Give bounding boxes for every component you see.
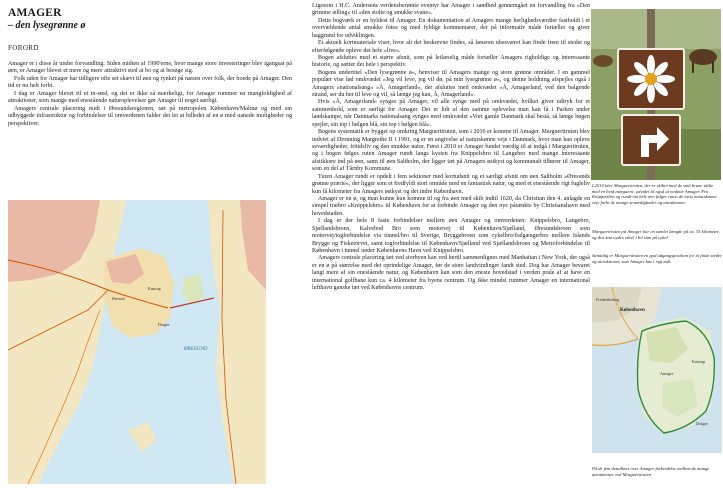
page-title: AMAGER [8,7,62,19]
section-heading: FORORD [8,44,39,52]
caption-route-attractions: Samtidig er Margueritruten en god udgangsposition for at finde steder og attraktioner, som Amager har i rigt mål. [592,253,722,264]
body-paragraph-5: Bogens undertitel »Den lysegrønne ø«, henviser til Amagers mange og store grønne områder. I en gammel populær vise lød omkvædet »Jeg vil leve, jeg vil dø, på min lysegrønne ø«, og denne holdning afspejles også i Amagers »nationalsang« »Å, Amagerland«, der afsluttes med omkvædet »Å, Amagerland, ved den balgende strand, ser du her til leve og vil, så længe jeg kan, Å, Amagerland«. [312,69,590,99]
body-paragraph-7: Bogens systematik er bygget op omkring Margueritruten, som i 2010 er komme til Amager. Margueritruten blev indviet af Dronning Margrethe II i 1991, og er en angivelse af naturskønne veje i Danmark, hvor man kan opleve seværdigheder, fritidsliv og den smukke natur. Først i 2010 er Amager fundet værdig til at indgå i Margueritruten, og i bogen følges ruten Amager rundt langs kysten fra Knippelsbro til Langebro med mange interessante afstikkere ind på øen, samt til øen Saltholm, der ligger tæt på Amagers østkyst og kommunalt tilhører til Amager, som en del af Tårnby Kommune. [312,129,590,173]
body-paragraph-4: Bogen afsluttes med et større afsnit, som på letlæselig måde fortæller Amagers righoldige og interessante historie, og sætter det hele i perspektiv. [312,54,590,69]
marguerite-sign-photo [591,9,721,180]
body-paragraph-6: Hvis »Å, Amagerland« synges på Amager, vil alle synge med på omkvædet, hvilket giver udtryk for et sammenhold, som er særligt for Amager. Det er lidt af den samme oplevelse man kan få i Parken under landskampe, når Danmarks nationalsang synges med omkvædet »Vort gamle Danmark skal bestå, så længe bøgen spejler, sin top i bølgen blå, sin top i bølgen blå«. [312,99,590,128]
page-subtitle: – den lysegrønne ø [8,20,86,31]
route-detail-map [592,287,722,453]
route-map-label-frederiksberg: Frederiksberg [596,297,620,302]
map-label-orestad: Ørestad [112,296,125,301]
route-map-label-kobenhavn: København [620,308,645,313]
right-text-column [312,3,590,292]
right-page [304,0,723,488]
amager-overview-map [8,200,266,484]
route-map-label-amager: Amager [660,371,674,376]
map-label-oresund: ØRESUND [184,347,208,352]
caption-route-map: På de fem detailkort over Amager forbindelse mellem de mange attraktioner ved Margueritruten. [592,466,710,477]
caption-sign: I 2010 blev Margueritruten, der er skiltet med de små brune skilte med en hvid marguerit, udvidet til også at omfatte Amager. Fra Knippelsbro og rundt om hele øen følger ruten de mest naturskønne veje forbi de mange seværdigheder og attraktioner. [592,183,717,205]
body-paragraph-1: Ligesom i H.C. Andersens verdensberømte eventyr har Amager i sandhed gennemgået en forvandling fra »Den grimme ælling« til »den stolte og smukke svane«. [312,3,590,17]
route-map-graphic [592,287,722,453]
foreword-paragraph-3: I dag er Amager blevet til et in-sted, og det er ikke så mærkeligt, for Amager rummer en mangfoldighed af attraktioner, som mange med enestående naturoplevelser gør Amager til noget særligt. [8,90,292,105]
body-paragraph-10: I dag er der hele 8 faste forbindelser mellem øen Amager og omverdenen: Knippelsbro, Langebro, Sjællandsbroen, Kalvebod Bro som motorvej til København/Sjælland, Øresundsbroen som motorvej/togforbindelse via tunnel/bro til Sverige, Bryggebroen som cykelbro/fodgængerbro mellem Islands Brygge og Fisketorvet, samt togforbindelse til København/Sjælland ved Sjællandsbroen og Metroforbindelse til København i tunnel under Københavns Havn ved Knippelsbro. [312,218,590,254]
caption-route-length: Margueritruten på Amager har en samlet længde på ca. 35 kilometer, og den kan nydes såvel i bil som på cykel. [592,229,720,240]
foreword-paragraph-4: Amagers centrale placering midt i Øresundsregionen, tæt på metropolen København/Malmø og med sin udbyggede infrastruktur og forbindelser til omverdenen falder det let at billedet af en ø med uanede muligheder og perspektiver. [8,105,292,127]
map-label-kastrup: Kastrup [148,286,161,291]
body-paragraph-3: Et aktuelt kortmateriale viser, hvor alt det beskrevne findes, så læseren ubesværet kan finde frem til stedet og efterfølgende opleve det hele »live«. [312,40,590,54]
route-map-label-dragor: Dragør [696,421,708,426]
foreword-paragraph-1: Amager er i disse år under forvandling. Siden midten af 1990'erne, hvor mange store investeringer blev igangsat på øen, er Amager blevet et mere og mere attraktivt sted at bo og at besøge sig. [8,61,292,75]
body-paragraph-9: Amager er en ø, og man kunne kun komme til og fra øen med skib indtil 1620, da Christian den 4. anlagde en simpel træbro »Knippelsbro« til København for at forbinde Amager og den nye påtænkte by Christianshavn med hovedstaden. [312,195,590,217]
map-graphic [8,200,266,484]
photo-graphic [591,9,721,180]
body-paragraph-11: Amagers centrale placering tæt ved storbyen kan ved hertil sammenlignes med Manhattan i New York, der også er en ø på størrelse med det oprindelige Amager, før de store landvindinger fandt sted. Dog har Amager bevaret langt mere af sin enestående natur, og København kan som den eneste hovedstad i verden prale af at have en international golfbane kun ca. 4 kilometer fra byens centrum. Og ikke mindst rummer Amager en international lufthavn ganske tæt ved Københavns centrum. [312,255,590,292]
route-map-label-kastrup: Kastrup [692,359,706,364]
body-paragraph-8: Turen Amager rundt er opdelt i fem sektioner med kortudsnit og et særligt afsnit om øen Saltholm »Øresunds grønne prærie«, der ligger som et fredfyldt stort område med en fantastisk natur, og med et enestående rigt fugleliv kun få kilometer fra Amagers østkyst og det indre København. [312,173,590,195]
body-paragraph-2: Dette bogværk er en hyldest til Amager. En dokumentation af Amagers mange herlighedsværdier fastholdt i et overvældende antal smukke fotos og med fyldige kommentarer, der på informativ måde fortæller og giver baggrund for udviklingen. [312,17,590,39]
map-label-dragor: Dragør [158,322,170,327]
foreword-paragraph-2: Folk uden for Amager har tidligere ofte set skævt til øen og rynket på næsen over folk, der boede på Amager. Den tid er nu helt forbi. [8,75,292,90]
